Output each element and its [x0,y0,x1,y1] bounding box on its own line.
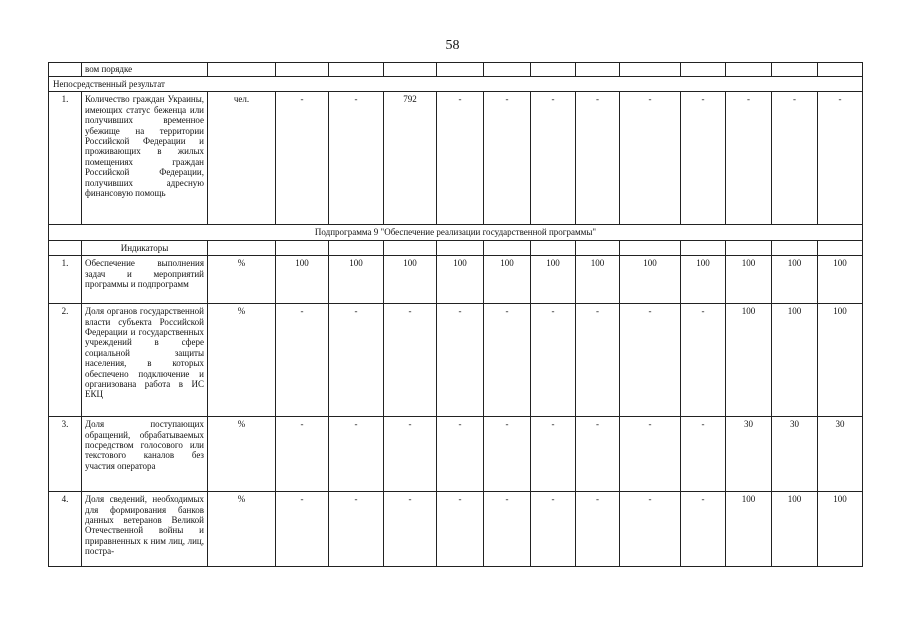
value-cell: - [329,304,384,417]
value-cell: - [681,492,726,567]
value-cell: 100 [726,492,772,567]
value-cell: 100 [772,256,818,304]
indicator-name: Доля органов государственной власти субъекта Российской Федерации и государственных учреждений в сфере социальной защиты населения, в которых обеспечено подключение и организована работа в ИС ЕКЦ [82,304,208,417]
immediate-result-header: Непосредственный результат [49,77,863,92]
value-cell: 100 [531,256,576,304]
value-cell: - [681,304,726,417]
value-cell: 100 [576,256,620,304]
row-number: 1. [49,256,82,304]
table-row [49,256,863,304]
row-number: 4. [49,492,82,567]
value-cell: - [437,304,484,417]
value-cell: - [620,92,681,225]
subprogram-title: Подпрограмма 9 "Обеспечение реализации государственной программы" [49,225,863,240]
value-cell: 100 [818,304,863,417]
value-cell: - [329,92,384,225]
value-cell: - [531,304,576,417]
value-cell: - [726,92,772,225]
value-cell: - [818,92,863,225]
value-cell: - [620,417,681,492]
value-cell: - [329,492,384,567]
value-cell: - [576,92,620,225]
value-cell: - [484,304,531,417]
value-cell: 100 [726,304,772,417]
value-cell: - [484,492,531,567]
value-cell: - [772,92,818,225]
unit-cell: % [208,304,276,417]
value-cell: - [384,492,437,567]
value-cell: 100 [484,256,531,304]
table-row [49,225,863,240]
value-cell: - [681,92,726,225]
page-number: 58 [445,38,460,53]
value-cell: - [576,417,620,492]
value-cell: 100 [276,256,329,304]
table-row [49,304,863,417]
value-cell: - [384,417,437,492]
value-cell: - [681,417,726,492]
row-number: 3. [49,417,82,492]
value-cell: - [276,304,329,417]
value-cell: 100 [772,304,818,417]
indicator-name: Доля сведений, необходимых для формирования банков данных ветеранов Великой Отечественной войны и приравненных к ним лиц, лиц, постра- [82,492,208,567]
table-row [49,92,863,225]
value-cell: - [437,492,484,567]
value-cell: - [437,92,484,225]
value-cell: - [531,417,576,492]
value-cell: 100 [818,256,863,304]
value-cell: - [531,492,576,567]
value-cell: 792 [384,92,437,225]
unit-cell: чел. [208,92,276,225]
value-cell: - [484,92,531,225]
table-row [49,240,863,255]
row-number: 2. [49,304,82,417]
value-cell: 100 [384,256,437,304]
value-cell: - [484,417,531,492]
value-cell: - [620,304,681,417]
value-cell: 100 [772,492,818,567]
unit-cell: % [208,417,276,492]
indicator-name: Доля поступающих обращений, обрабатываемых посредством голосового или текстового каналов без участия оператора [82,417,208,492]
value-cell: - [329,417,384,492]
table-row [49,417,863,492]
unit-cell: % [208,256,276,304]
continuation-text: вом порядке [82,63,208,77]
indicators-table [48,62,863,567]
table-row [49,63,863,77]
table-row [49,492,863,567]
value-cell: 100 [620,256,681,304]
value-cell: - [276,492,329,567]
value-cell: - [576,304,620,417]
value-cell: - [276,92,329,225]
unit-cell: % [208,492,276,567]
value-cell: - [620,492,681,567]
value-cell: 30 [818,417,863,492]
value-cell: 100 [818,492,863,567]
value-cell: 30 [726,417,772,492]
value-cell: - [576,492,620,567]
table-row [49,77,863,92]
value-cell: 100 [437,256,484,304]
value-cell: - [531,92,576,225]
indicator-name: Обеспечение выполнения задач и мероприятий программы и подпрограмм [82,256,208,304]
row-number: 1. [49,92,82,225]
value-cell: 100 [681,256,726,304]
value-cell: - [384,304,437,417]
value-cell: - [437,417,484,492]
value-cell: 100 [726,256,772,304]
indicator-name: Количество граждан Украины, имеющих статус беженца или получивших временное убежище на территории Российской Федерации и проживающих в жилых помещениях граждан Российской Федерации, получивших адресную финансовую помощь [82,92,208,225]
value-cell: - [276,417,329,492]
indicators-header: Индикаторы [82,240,208,255]
value-cell: 30 [772,417,818,492]
value-cell: 100 [329,256,384,304]
